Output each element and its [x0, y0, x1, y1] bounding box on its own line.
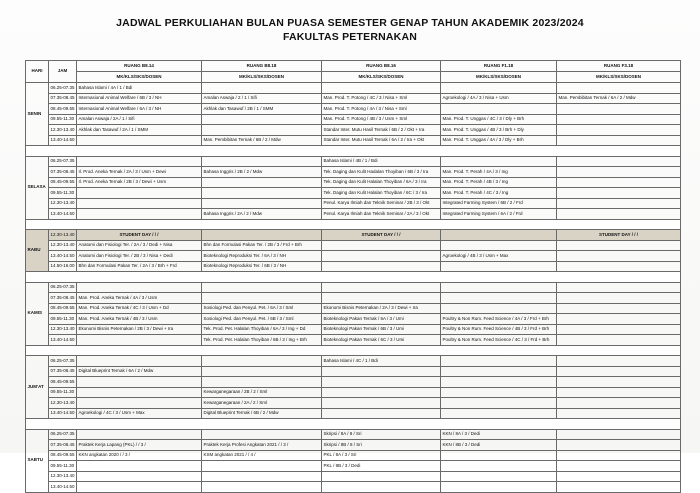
schedule-cell: [441, 303, 557, 314]
schedule-cell: [557, 335, 681, 346]
schedule-cell: [202, 482, 322, 493]
schedule-cell: [322, 251, 441, 262]
time-slot: 07.35-08.45: [49, 293, 77, 304]
schedule-cell: Kewarganegaraan / 2A / 2 / Sml: [202, 398, 322, 409]
schedule-cell: Man. Pembibitan Ternak / 6A / 2 / Mdw: [557, 93, 681, 104]
schedule-cell: [557, 188, 681, 199]
schedule-cell: [441, 261, 557, 272]
time-slot: 12.30-13.40: [49, 230, 77, 241]
time-slot: 09.55-11.30: [49, 314, 77, 325]
schedule-cell: Bahasa Inggris / 2A / 2 / Mdw: [202, 209, 322, 220]
schedule-cell: [77, 188, 202, 199]
room-header: RUANG F3.18: [557, 61, 681, 72]
schedule-cell: [202, 198, 322, 209]
schedule-cell: Man. Prod. T. Perah / 4C / 3 / Ing: [441, 188, 557, 199]
schedule-cell: Man. Prod. Aneka Ternak / 4A / 3 / Usm: [77, 293, 202, 304]
schedule-cell: [441, 282, 557, 293]
schedule-cell: [202, 230, 322, 241]
schedule-cell: Akhlak dan Tasawuf / 2B / 1 / SMM: [202, 104, 322, 115]
time-slot: 14.50-16.00: [49, 261, 77, 272]
schedule-cell: [202, 461, 322, 472]
schedule-cell: [322, 482, 441, 493]
schedule-row: [26, 303, 681, 314]
schedule-row: [26, 429, 681, 440]
schedule-cell: [557, 114, 681, 125]
time-slot: 09.55-11.30: [49, 188, 77, 199]
time-slot: 13.40-14.50: [49, 335, 77, 346]
schedule-cell: [322, 408, 441, 419]
schedule-cell: Poultry & Non Rum. Feed Science / 4A / 3 / Frd + Brh: [441, 314, 557, 325]
schedule-cell: [202, 366, 322, 377]
schedule-cell: Bahasa Islami / 4B / 1 / Bdi: [322, 156, 441, 167]
schedule-cell: [557, 293, 681, 304]
schedule-cell: [557, 251, 681, 262]
schedule-cell: [557, 198, 681, 209]
schedule-cell: [557, 482, 681, 493]
schedule-cell: KKN / 8A / 3 / Dedi: [441, 429, 557, 440]
schedule-cell: [202, 177, 322, 188]
header-row-rooms: [26, 61, 681, 72]
schedule-cell: Man. Prod. Aneka Ternak / 4B / 3 / Usm: [77, 314, 202, 325]
schedule-cell: [441, 482, 557, 493]
day-label: KAMIS: [26, 282, 49, 345]
schedule-cell: [202, 83, 322, 94]
schedule-cell: Man. Prod. Aneka Ternak / 4C / 3 / Usm + Dd: [77, 303, 202, 314]
schedule-cell: [441, 356, 557, 367]
schedule-cell: [557, 366, 681, 377]
schedule-row: [26, 125, 681, 136]
schedule-cell: [77, 282, 202, 293]
schedule-cell: [322, 387, 441, 398]
schedule-cell: [77, 209, 202, 220]
schedule-row: [26, 387, 681, 398]
room-subheader: MK/KLS/SKS/DOSEN: [77, 72, 202, 83]
schedule-cell: [441, 83, 557, 94]
schedule-cell: [441, 408, 557, 419]
time-slot: 12.30-13.40: [49, 198, 77, 209]
schedule-row: [26, 83, 681, 94]
day-separator: [26, 146, 681, 157]
schedule-cell: Skripsi / 8A / 8 / Sri: [322, 429, 441, 440]
schedule-cell: Bhn dan Formulasi Pakan Ter. / 2B / 3 / Frd + Brh: [202, 240, 322, 251]
schedule-cell: [77, 398, 202, 409]
schedule-cell: Penul. Karya Ilmiah dan Teknik Seminar / 2B / 3 / Okt: [322, 198, 441, 209]
schedule-cell: PKL / 8B / 3 / Dedi: [322, 461, 441, 472]
schedule-cell: [557, 167, 681, 178]
schedule-cell: Il. Prod. Aneka Ternak / 2A / 3 / Usm + Dewi: [77, 167, 202, 178]
schedule-cell: Amalan Aswaja / 2A / 1 / Sifi: [77, 114, 202, 125]
time-slot: 06.25-07.35: [49, 83, 77, 94]
student-day-row: [26, 230, 681, 241]
schedule-row: [26, 461, 681, 472]
schedule-row: [26, 282, 681, 293]
schedule-row: [26, 198, 681, 209]
schedule-cell: [557, 324, 681, 335]
schedule-cell: Bioteknologi Pakan Ternak / 6C / 3 / Umi: [322, 335, 441, 346]
schedule-cell: Ekonomi Bisnis Peternakan / 2A / 3 / Dewi + Ira: [322, 303, 441, 314]
schedule-cell: [322, 261, 441, 272]
schedule-row: [26, 156, 681, 167]
schedule-cell: [322, 471, 441, 482]
time-slot: 13.40-14.50: [49, 408, 77, 419]
page-title: JADWAL PERKULIAHAN BULAN PUASA SEMESTER GENAP TAHUN AKADEMIK 2023/2024: [116, 17, 584, 29]
time-slot: 12.30-13.40: [49, 240, 77, 251]
schedule-row: [26, 177, 681, 188]
schedule-cell: Digital Blueprint Ternak / 6A / 2 / Mdw: [77, 366, 202, 377]
day-label: JUM'AT: [26, 356, 49, 419]
time-slot: 06.25-07.35: [49, 156, 77, 167]
room-subheader: MK/KLS/SKS/DOSEN: [441, 72, 557, 83]
header-row-subheaders: [26, 72, 681, 83]
schedule-cell: Bhn dan Formulasi Pakan Ter. / 2A / 3 / Brh + Frd: [77, 261, 202, 272]
schedule-cell: [441, 398, 557, 409]
time-slot: 09.55-11.30: [49, 387, 77, 398]
day-column-header: HARI: [26, 61, 49, 83]
student-day-label: STUDENT DAY / / /: [557, 230, 681, 241]
schedule-cell: Standar Inter. Mutu Hasil Ternak / 6B / 2 / Okt + Ira: [322, 125, 441, 136]
schedule-cell: Man. Pembibitan Ternak / 6B / 2 / Mdw: [202, 135, 322, 146]
time-slot: 07.35-08.45: [49, 93, 77, 104]
time-slot: 12.30-13.40: [49, 398, 77, 409]
schedule-cell: [322, 366, 441, 377]
schedule-cell: Poultry & Non Rum. Feed Science / 4B / 3 / Frd + Brh: [441, 324, 557, 335]
day-separator: [26, 272, 681, 283]
schedule-row: [26, 314, 681, 325]
schedule-cell: [77, 429, 202, 440]
schedule-cell: [202, 471, 322, 482]
student-day-label: STUDENT DAY / / /: [322, 230, 441, 241]
schedule-cell: Bioteknologi Reproduksi Ter. / 6A / 3 / NH: [202, 251, 322, 262]
schedule-row: [26, 251, 681, 262]
schedule-cell: Anatomi dan Fisiologi Ter. / 2B / 3 / Nisa + Dedi: [77, 251, 202, 262]
schedule-cell: [557, 261, 681, 272]
day-label: RABU: [26, 230, 49, 272]
schedule-row: [26, 188, 681, 199]
schedule-cell: Agroekologi / 4B / 3 / Usm + Max: [441, 251, 557, 262]
time-slot: 06.25-07.35: [49, 282, 77, 293]
schedule-cell: Sosiologi Ped. dan Penyul. Pet. / 6B / 3 / Sml: [202, 314, 322, 325]
schedule-cell: Tek. Prod. Pet. Halalan Thoyiban / 6A / 3 / Ing + Dd: [202, 324, 322, 335]
schedule-cell: [557, 104, 681, 115]
schedule-cell: Internasional Animal Welfare / 6A / 3 / NH: [77, 104, 202, 115]
schedule-cell: Bahasa Islami / 4C / 1 / Bdi: [322, 356, 441, 367]
schedule-cell: [202, 125, 322, 136]
schedule-cell: [557, 356, 681, 367]
day-label: SELASA: [26, 156, 49, 219]
schedule-cell: [557, 83, 681, 94]
day-separator: [26, 219, 681, 230]
time-slot: 09.55-11.30: [49, 114, 77, 125]
schedule-cell: Anatomi dan Fisiologi Ter. / 2A / 3 / Dedi + Nisa: [77, 240, 202, 251]
time-slot: 07.35-08.45: [49, 167, 77, 178]
schedule-cell: Man. Prod. T. Perah / 4A / 3 / Ing: [441, 167, 557, 178]
room-header: RUANG B8.18: [202, 61, 322, 72]
schedule-cell: [557, 461, 681, 472]
room-subheader: MK/KLS/SKS/DOSEN: [557, 72, 681, 83]
schedule-cell: Man. Prod. T. Unggas / 4A / 3 / Dly + Brh: [441, 135, 557, 146]
schedule-cell: [557, 429, 681, 440]
schedule-cell: [441, 387, 557, 398]
schedule-cell: Integrated Farming System / 6B / 2 / Frd: [441, 198, 557, 209]
schedule-cell: [441, 461, 557, 472]
time-slot: 06.25-07.35: [49, 356, 77, 367]
schedule-row: [26, 324, 681, 335]
schedule-cell: Praktek Kerja Lapang (PKL) / / 3 /: [77, 440, 202, 451]
schedule-row: [26, 377, 681, 388]
schedule-cell: [557, 156, 681, 167]
time-slot: 06.25-07.35: [49, 429, 77, 440]
schedule-cell: Akhlak dan Tasawuf / 2A / 1 / SMM: [77, 125, 202, 136]
schedule-cell: [441, 366, 557, 377]
schedule-cell: Sosiologi Ped. dan Penyul. Pet. / 6A / 3 / Sml: [202, 303, 322, 314]
schedule-cell: [202, 293, 322, 304]
schedule-row: [26, 240, 681, 251]
schedule-cell: Amalan Aswaja / 2 / 1 / Sifi: [202, 93, 322, 104]
schedule-row: [26, 114, 681, 125]
schedule-cell: KSM angkatan 2021 / / 4 /: [202, 450, 322, 461]
separator-cell: [26, 219, 681, 230]
schedule-cell: PKL / 8A / 3 / Sri: [322, 450, 441, 461]
schedule-row: [26, 408, 681, 419]
schedule-row: [26, 335, 681, 346]
day-label: SENIN: [26, 83, 49, 146]
schedule-cell: [77, 335, 202, 346]
time-slot: 09.55-11.30: [49, 461, 77, 472]
schedule-cell: Skripsi / 8B / 8 / Sri: [322, 440, 441, 451]
page-subtitle: FAKULTAS PETERNAKAN: [282, 31, 418, 43]
room-header: RUANG B8.14: [77, 61, 202, 72]
time-column-header: JAM: [49, 61, 77, 83]
time-slot: 08.45-09.55: [49, 377, 77, 388]
separator-cell: [26, 272, 681, 283]
schedule-cell: [557, 125, 681, 136]
schedule-cell: Poultry & Non Rum. Feed Science / 4C / 3 / Frd + Brh: [441, 335, 557, 346]
schedule-cell: Man. Prod. T. Potong / 4C / 3 / Nisa + Sml: [322, 93, 441, 104]
time-slot: 08.45-09.55: [49, 303, 77, 314]
time-slot: 12.30-13.40: [49, 324, 77, 335]
schedule-cell: [202, 156, 322, 167]
schedule-cell: [557, 440, 681, 451]
schedule-cell: [557, 450, 681, 461]
schedule-cell: KKN / 8B / 3 / Dedi: [441, 440, 557, 451]
schedule-cell: [557, 398, 681, 409]
schedule-cell: [557, 314, 681, 325]
schedule-cell: Bioteknologi Pakan Ternak / 6B / 3 / Umi: [322, 324, 441, 335]
schedule-row: [26, 209, 681, 220]
schedule-cell: Il. Prod. Aneka Ternak / 2B / 3 / Dewi + Usm: [77, 177, 202, 188]
schedule-cell: [557, 282, 681, 293]
day-label: SABTU: [26, 429, 49, 492]
schedule-cell: [441, 240, 557, 251]
schedule-cell: [557, 135, 681, 146]
time-slot: 08.45-09.55: [49, 177, 77, 188]
schedule-row: [26, 167, 681, 178]
schedule-row: [26, 471, 681, 482]
schedule-cell: [441, 377, 557, 388]
schedule-cell: Bioteknologi Reproduksi Ter. / 6B / 3 / NH: [202, 261, 322, 272]
schedule-cell: [557, 303, 681, 314]
student-day-label: STUDENT DAY / / /: [77, 230, 202, 241]
schedule-cell: Penul. Karya Ilmiah dan Teknik Seminar / 2A / 3 / Okt: [322, 209, 441, 220]
schedule-table: [25, 60, 681, 493]
schedule-cell: [202, 282, 322, 293]
time-slot: 08.45-09.55: [49, 450, 77, 461]
day-separator: [26, 419, 681, 430]
separator-cell: [26, 146, 681, 157]
schedule-row: [26, 293, 681, 304]
schedule-cell: [77, 387, 202, 398]
time-slot: 07.35-08.45: [49, 440, 77, 451]
time-slot: 13.40-14.50: [49, 209, 77, 220]
schedule-cell: Bahasa Islami / 4A / 1 / Bdi: [77, 83, 202, 94]
schedule-row: [26, 261, 681, 272]
schedule-cell: Praktek Kerja Profesi Angkatan 2021 / / 3 /: [202, 440, 322, 451]
schedule-cell: [557, 408, 681, 419]
time-slot: 08.45-09.55: [49, 104, 77, 115]
time-slot: 12.30-13.40: [49, 471, 77, 482]
schedule-cell: [202, 356, 322, 367]
schedule-cell: Tek. Prod. Pet. Halalan Thoyiban / 6B / 3 / Ing + Brh: [202, 335, 322, 346]
schedule-cell: [557, 209, 681, 220]
schedule-cell: Man. Prod. T. Unggas / 4C / 3 / Dly + Brh: [441, 114, 557, 125]
room-header: RUANG B8.16: [322, 61, 441, 72]
schedule-cell: [557, 387, 681, 398]
schedule-cell: Tek. Daging dan Kulit Hadalan Thoyiban / 6B / 3 / Ira: [322, 167, 441, 178]
schedule-cell: [322, 293, 441, 304]
schedule-cell: [77, 135, 202, 146]
schedule-row: [26, 135, 681, 146]
schedule-row: [26, 450, 681, 461]
schedule-row: [26, 104, 681, 115]
schedule-cell: KKN angkatan 2020 / / 3 /: [77, 450, 202, 461]
schedule-row: [26, 356, 681, 367]
schedule-cell: [77, 156, 202, 167]
schedule-row: [26, 366, 681, 377]
schedule-cell: [77, 461, 202, 472]
schedule-cell: [202, 429, 322, 440]
schedule-cell: Digital Blueprint Ternak / 6B / 2 / Mdw: [202, 408, 322, 419]
schedule-cell: Tek. Daging dan Kulit Halalan Thoyiban / 6A / 3 / Ira: [322, 177, 441, 188]
schedule-cell: [441, 293, 557, 304]
schedule-row: [26, 440, 681, 451]
schedule-cell: [441, 104, 557, 115]
time-slot: 12.30-13.40: [49, 125, 77, 136]
room-subheader: MK/KLS/SKS/DOSEN: [322, 72, 441, 83]
schedule-cell: [557, 240, 681, 251]
schedule-cell: [322, 282, 441, 293]
schedule-cell: [77, 377, 202, 388]
schedule-cell: Bahasa Inggris / 2B / 2 / Mdw: [202, 167, 322, 178]
schedule-cell: [322, 377, 441, 388]
time-slot: 13.40-14.50: [49, 135, 77, 146]
time-slot: 13.40-14.50: [49, 482, 77, 493]
schedule-cell: Integrated Farming System / 6A / 2 / Frd: [441, 209, 557, 220]
schedule-cell: Man. Prod. T. Unggas / 4B / 3 / Brh + Dly: [441, 125, 557, 136]
schedule-cell: [322, 83, 441, 94]
schedule-cell: [441, 230, 557, 241]
day-separator: [26, 345, 681, 356]
schedule-cell: [77, 471, 202, 482]
separator-cell: [26, 345, 681, 356]
schedule-cell: [557, 177, 681, 188]
schedule-cell: [557, 471, 681, 482]
schedule-cell: [77, 482, 202, 493]
schedule-cell: [322, 240, 441, 251]
schedule-cell: Standar Inter. Mutu Hasil Ternak / 6A / 2 / Ira + Okt: [322, 135, 441, 146]
schedule-cell: Tek. Daging dan Kulit Halalan Thoyiban / 6C / 3 / Ira: [322, 188, 441, 199]
separator-cell: [26, 419, 681, 430]
room-subheader: MK/KLS/SKS/DOSEN: [202, 72, 322, 83]
schedule-cell: [441, 156, 557, 167]
schedule-cell: Ekonomi Bisnis Peternakan / 2B / 3 / Dewi + Ira: [77, 324, 202, 335]
schedule-cell: [202, 188, 322, 199]
schedule-cell: [322, 398, 441, 409]
schedule-cell: [77, 198, 202, 209]
schedule-cell: Agroekologi / 4C / 3 / Usm + Max: [77, 408, 202, 419]
schedule-cell: [202, 114, 322, 125]
schedule-cell: Kewarganegaraan / 2B / 2 / Sml: [202, 387, 322, 398]
schedule-cell: Man. Prod. T. Potong / 4A / 3 / Nisa + Sml: [322, 104, 441, 115]
schedule-cell: Bioteknologi Pakan Ternak / 6A / 3 / Umi: [322, 314, 441, 325]
schedule-row: [26, 482, 681, 493]
schedule-cell: [202, 377, 322, 388]
time-slot: 13.40-14.50: [49, 251, 77, 262]
schedule-cell: Man. Prod. T. Perah / 4B / 3 / Ing: [441, 177, 557, 188]
schedule-cell: Internasional Animal Welfare / 6B / 3 / NH: [77, 93, 202, 104]
room-header: RUANG F1.18: [441, 61, 557, 72]
schedule-row: [26, 398, 681, 409]
schedule-cell: [441, 450, 557, 461]
schedule-cell: [441, 471, 557, 482]
schedule-cell: [557, 377, 681, 388]
schedule-row: [26, 93, 681, 104]
schedule-cell: Man. Prod. T. Potong / 4B / 3 / Usm + Sml: [322, 114, 441, 125]
schedule-cell: Agroekologi / 4A / 3 / Nisa + Usm: [441, 93, 557, 104]
schedule-cell: [77, 356, 202, 367]
time-slot: 07.35-08.45: [49, 366, 77, 377]
